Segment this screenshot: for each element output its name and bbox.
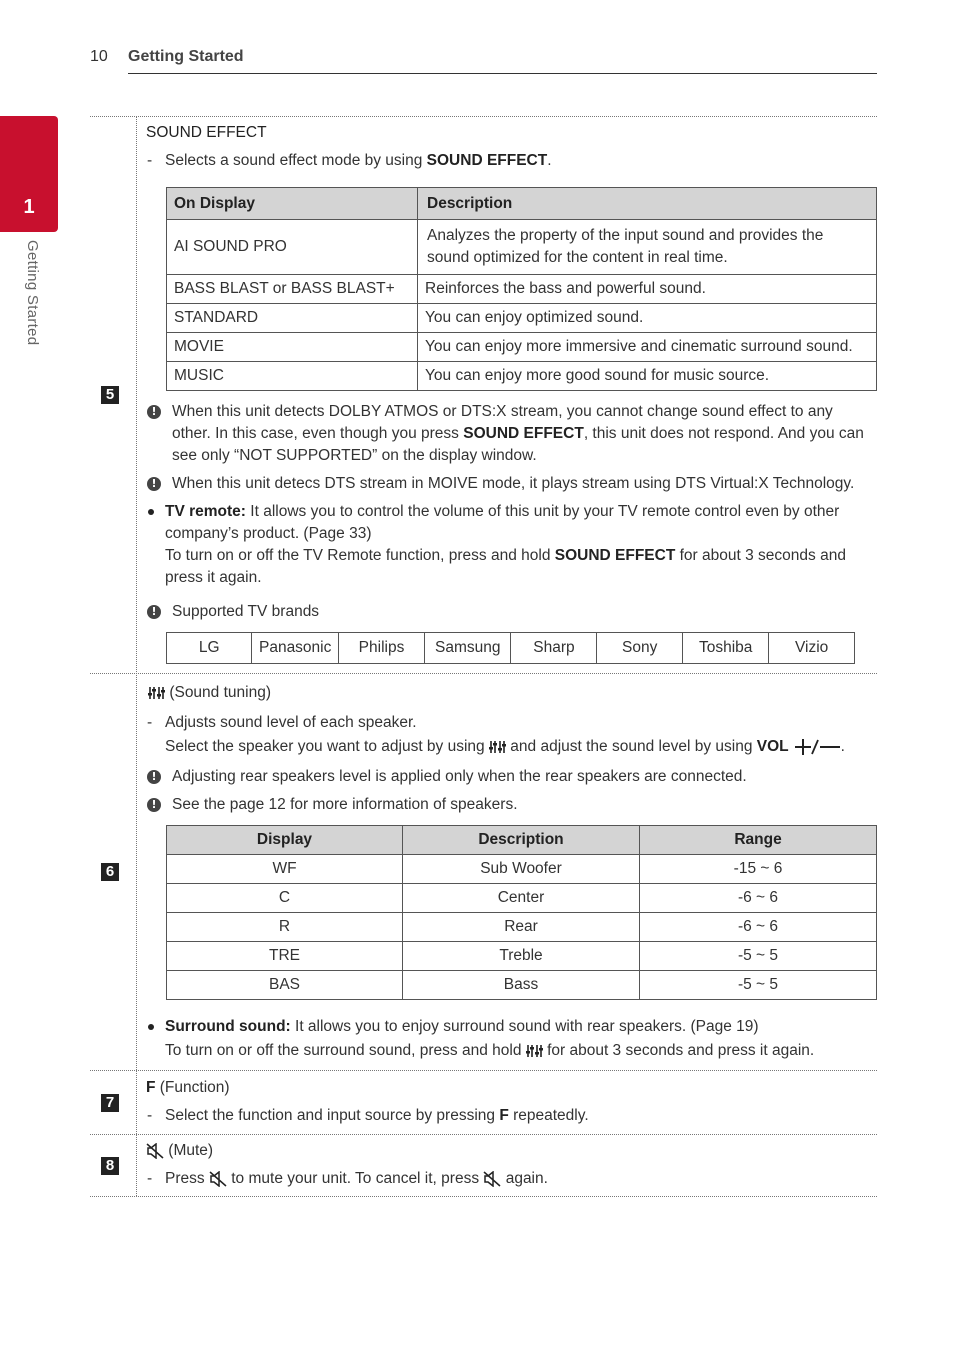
text: (Mute) xyxy=(164,1142,214,1159)
table-row xyxy=(167,884,877,913)
section-title xyxy=(146,1077,230,1099)
table-cell: -5 ~ 5 xyxy=(640,971,877,1000)
note-icon: ! xyxy=(147,770,161,784)
text: to mute your unit. To cancel it, press xyxy=(226,1170,484,1187)
key-label: SOUND EFFECT xyxy=(426,152,548,169)
table-cell: R xyxy=(167,913,403,942)
table-header: Description xyxy=(418,188,877,220)
text: again. xyxy=(501,1170,548,1187)
section-number-8: 8 xyxy=(101,1157,119,1175)
vol-plus-minus-icon xyxy=(793,739,841,755)
dash-marker: - xyxy=(147,714,153,731)
table-cell: AI SOUND PRO xyxy=(167,220,418,275)
dash-marker: - xyxy=(147,1170,153,1187)
tv-brands-table xyxy=(166,632,855,664)
key-label: SOUND EFFECT xyxy=(554,547,676,564)
term-label: TV remote: xyxy=(165,503,246,520)
text: . xyxy=(840,738,845,755)
note-text: When this unit detects DOLBY ATMOS or DTS:X stream, you cannot change sound effect to any xyxy=(172,403,833,420)
section-title xyxy=(146,1140,213,1162)
mute-icon xyxy=(146,1143,164,1159)
bullet-text: company’s product. (Page 33) xyxy=(165,525,372,542)
page-number: 10 xyxy=(90,48,108,65)
cell-line: Analyzes the property of the input sound and provides the xyxy=(427,227,824,244)
key-label: F xyxy=(499,1107,509,1124)
table-cell: Reinforces the bass and powerful sound. xyxy=(418,275,877,304)
section-divider xyxy=(90,1134,877,1135)
text: (Sound tuning) xyxy=(169,684,271,701)
table-cell: -6 ~ 6 xyxy=(640,913,877,942)
key-label: F xyxy=(146,1079,156,1096)
text: It allows you to control the volume of this unit by your TV remote control even by other xyxy=(245,503,840,520)
dash-marker: - xyxy=(147,1107,153,1124)
note-icon: ! xyxy=(147,798,161,812)
speaker-level-table xyxy=(166,825,877,1000)
brand-cell: Philips xyxy=(339,633,425,664)
table-header: Description xyxy=(403,826,640,855)
text: . xyxy=(547,152,552,169)
note-icon: ! xyxy=(147,605,161,619)
bullet-text xyxy=(165,545,846,567)
section-divider xyxy=(90,1070,877,1071)
sound-tuning-icon xyxy=(526,1044,543,1058)
table-cell: MOVIE xyxy=(167,333,418,362)
table-cell: BASS BLAST or BASS BLAST+ xyxy=(167,275,418,304)
text: Selects a sound effect mode by using xyxy=(165,152,427,169)
note-text: When this unit detecs DTS stream in MOIVE mode, it plays stream using DTS Virtual:X Technology. xyxy=(172,475,855,492)
table-header: Range xyxy=(640,826,877,855)
note-icon: ! xyxy=(147,405,161,419)
section-number-6: 6 xyxy=(101,863,119,881)
sound-effect-table xyxy=(166,187,877,391)
page-header-title: Getting Started xyxy=(128,48,244,65)
table-cell: Bass xyxy=(403,971,640,1000)
table-cell xyxy=(418,220,877,275)
text: repeatedly. xyxy=(508,1107,589,1124)
note-text xyxy=(172,423,864,445)
table-row xyxy=(167,362,877,391)
cell-line: sound optimized for the content in real time. xyxy=(427,249,728,266)
key-label: VOL xyxy=(756,738,793,755)
table-row xyxy=(167,304,877,333)
text: for about 3 seconds and xyxy=(675,547,846,564)
table-row xyxy=(167,275,877,304)
header-rule xyxy=(128,73,877,74)
column-divider xyxy=(136,116,137,1196)
table-cell: -5 ~ 5 xyxy=(640,942,877,971)
note-text: Adjusting rear speakers level is applied only when the rear speakers are connected. xyxy=(172,768,747,785)
text: , this unit does not respond. And you can xyxy=(583,425,864,442)
bullet-icon xyxy=(148,509,154,515)
brand-cell: Sharp xyxy=(511,633,597,664)
section-divider xyxy=(90,1196,877,1197)
table-cell: You can enjoy more immersive and cinematic surround sound. xyxy=(418,333,877,362)
mute-icon xyxy=(209,1171,227,1187)
table-cell: Treble xyxy=(403,942,640,971)
sound-tuning-icon xyxy=(148,686,165,700)
table-cell: Rear xyxy=(403,913,640,942)
bullet-text: press it again. xyxy=(165,569,262,586)
text: and adjust the sound level by using xyxy=(505,738,757,755)
table-row xyxy=(167,633,855,664)
bullet-text xyxy=(165,1016,759,1038)
brand-cell: LG xyxy=(167,633,252,664)
brand-cell: Samsung xyxy=(425,633,511,664)
brand-cell: Sony xyxy=(597,633,683,664)
section-intro xyxy=(165,150,552,172)
note-text: Supported TV brands xyxy=(172,603,320,620)
table-cell: C xyxy=(167,884,403,913)
table-row xyxy=(167,942,877,971)
key-label: SOUND EFFECT xyxy=(463,425,584,442)
table-cell: TRE xyxy=(167,942,403,971)
table-row xyxy=(167,333,877,362)
section-title xyxy=(148,682,271,704)
table-header: Display xyxy=(167,826,403,855)
table-cell: Center xyxy=(403,884,640,913)
table-row xyxy=(167,855,877,884)
table-cell: You can enjoy optimized sound. xyxy=(418,304,877,333)
section-divider xyxy=(90,673,877,674)
bullet-text xyxy=(165,501,839,523)
chapter-number: 1 xyxy=(23,196,35,218)
table-cell: MUSIC xyxy=(167,362,418,391)
bullet-text xyxy=(165,1040,814,1062)
table-cell: You can enjoy more good sound for music source. xyxy=(418,362,877,391)
section-text xyxy=(165,1105,589,1127)
chapter-label: Getting Started xyxy=(24,240,41,346)
dash-marker: - xyxy=(147,152,153,169)
section-text xyxy=(165,736,845,758)
note-icon: ! xyxy=(147,477,161,491)
bullet-icon xyxy=(148,1024,154,1030)
text: other. In this case, even though you press xyxy=(172,425,464,442)
table-cell: STANDARD xyxy=(167,304,418,333)
note-text: see only “NOT SUPPORTED” on the display window. xyxy=(172,447,537,464)
section-text: Adjusts sound level of each speaker. xyxy=(165,714,417,731)
section-number-5: 5 xyxy=(101,386,119,404)
brand-cell: Toshiba xyxy=(683,633,769,664)
text: Press xyxy=(165,1170,209,1187)
text: Select the function and input source by pressing xyxy=(165,1107,500,1124)
table-row xyxy=(167,971,877,1000)
table-cell: -15 ~ 6 xyxy=(640,855,877,884)
term-label: Surround sound: xyxy=(165,1018,291,1035)
brand-cell: Vizio xyxy=(769,633,855,664)
table-cell: -6 ~ 6 xyxy=(640,884,877,913)
text: for about 3 seconds and press it again. xyxy=(542,1042,815,1059)
table-cell: WF xyxy=(167,855,403,884)
section-text xyxy=(165,1168,548,1190)
table-row xyxy=(167,913,877,942)
text: To turn on or off the TV Remote function, press and hold xyxy=(165,547,555,564)
table-cell: Sub Woofer xyxy=(403,855,640,884)
brand-cell: Panasonic xyxy=(252,633,339,664)
mute-icon xyxy=(483,1171,501,1187)
note-text: See the page 12 for more information of speakers. xyxy=(172,796,518,813)
section-divider xyxy=(90,116,877,117)
table-row xyxy=(167,220,877,275)
section-number-7: 7 xyxy=(101,1094,119,1112)
table-cell: BAS xyxy=(167,971,403,1000)
table-header: On Display xyxy=(167,188,418,220)
text: It allows you to enjoy surround sound with rear speakers. (Page 19) xyxy=(290,1018,759,1035)
sound-tuning-icon xyxy=(489,740,506,754)
text: (Function) xyxy=(155,1079,230,1096)
text: Select the speaker you want to adjust by using xyxy=(165,738,489,755)
section-title: SOUND EFFECT xyxy=(146,124,267,141)
text: To turn on or off the surround sound, press and hold xyxy=(165,1042,526,1059)
